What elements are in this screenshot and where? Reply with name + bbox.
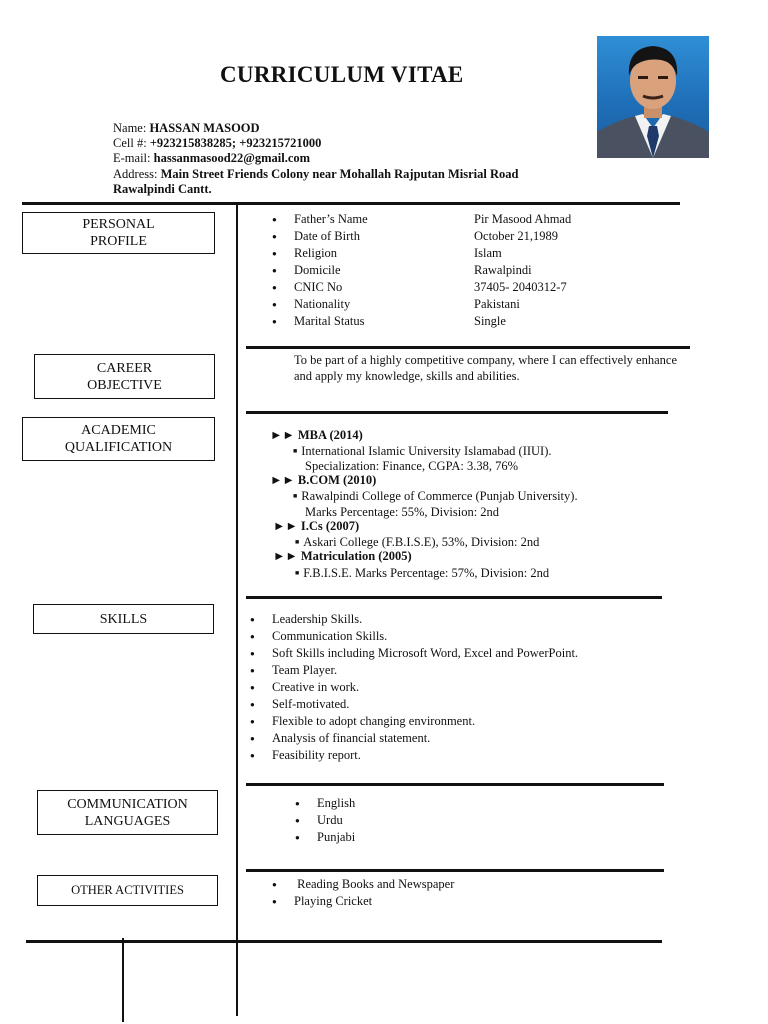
list-item: ● Nationality Pakistani — [272, 296, 672, 313]
list-item: ● Flexible to adopt changing environment. — [250, 713, 670, 730]
footer-tick — [122, 938, 124, 1022]
list-item: ● Domicile Rawalpindi — [272, 262, 672, 279]
cell-value: +923215838285; +923215721000 — [149, 136, 322, 150]
section-communication-languages: COMMUNICATION LANGUAGES — [37, 790, 218, 835]
section-other-activities: OTHER ACTIVITIES — [37, 875, 218, 906]
list-item: ● Father’s Name Pir Masood Ahmad — [272, 211, 672, 228]
degree-detail: Specialization: Finance, CGPA: 3.38, 76% — [305, 459, 519, 473]
section-personal-profile: PERSONAL PROFILE — [22, 212, 215, 254]
list-item: ● Marital Status Single — [272, 313, 672, 330]
list-item: ● Leadership Skills. — [250, 611, 670, 628]
section-academic-qualification: ACADEMIC QUALIFICATION — [22, 417, 215, 461]
skills-list — [250, 611, 670, 764]
degree-detail: ■ Rawalpindi College of Commerce (Punjab University). — [293, 489, 578, 503]
list-item: ● Reading Books and Newspaper — [272, 876, 572, 893]
degree-mba: ►► MBA (2014) — [270, 428, 363, 442]
name-label: Name: — [113, 121, 147, 135]
list-item: ● Urdu — [295, 812, 495, 829]
degree-detail: Marks Percentage: 55%, Division: 2nd — [305, 505, 500, 519]
degree-bcom: ►► B.COM (2010) — [270, 473, 377, 487]
languages-divider — [246, 869, 664, 872]
degree-ics: ►► I.Cs (2007) — [273, 519, 360, 533]
page-title: CURRICULUM VITAE — [220, 62, 464, 87]
skills-divider — [246, 783, 664, 786]
section-skills: SKILLS — [33, 604, 214, 634]
list-item: ● Playing Cricket — [272, 893, 572, 910]
cell-label: Cell #: — [113, 136, 147, 150]
list-item: ● Soft Skills including Microsoft Word, Excel and PowerPoint. — [250, 645, 670, 662]
other-activities-list — [272, 876, 572, 910]
list-item: ● English — [295, 795, 495, 812]
email-value[interactable]: hassanmasood22@gmail.com — [153, 151, 311, 165]
list-item: ● CNIC No 37405- 2040312-7 — [272, 279, 672, 296]
languages-list — [295, 795, 495, 846]
list-item: ● Date of Birth October 21,1989 — [272, 228, 672, 245]
list-item: ● Team Player. — [250, 662, 670, 679]
list-item: ● Punjabi — [295, 829, 495, 846]
list-item: ● Religion Islam — [272, 245, 672, 262]
list-item: ● Creative in work. — [250, 679, 670, 696]
career-objective-text: To be part of a highly competitive company, where I can effectively enhance and apply my knowledge, skills and abilities. — [294, 353, 677, 383]
degree-detail: ■ Askari College (F.B.I.S.E), 53%, Division: 2nd — [295, 535, 540, 549]
list-item: ● Self-motivated. — [250, 696, 670, 713]
name-value: HASSAN MASOOD — [149, 121, 260, 135]
email-label: E-mail: — [113, 151, 151, 165]
degree-matriculation: ►► Matriculation (2005) — [273, 549, 412, 563]
address-line-2: Rawalpindi Cantt. — [113, 182, 212, 196]
list-item: ● Communication Skills. — [250, 628, 670, 645]
degree-detail: ■ International Islamic University Islamabad (IIUI). — [293, 444, 552, 458]
degree-detail: ■ F.B.I.S.E. Marks Percentage: 57%, Division: 2nd — [295, 566, 550, 580]
section-career-objective: CAREER OBJECTIVE — [34, 354, 215, 399]
list-item: ● Feasibility report. — [250, 747, 670, 764]
list-item: ● Analysis of financial statement. — [250, 730, 670, 747]
address-line-1: Main Street Friends Colony near Mohallah Rajputan Misrial Road — [160, 167, 519, 181]
address-label: Address: — [113, 167, 158, 181]
